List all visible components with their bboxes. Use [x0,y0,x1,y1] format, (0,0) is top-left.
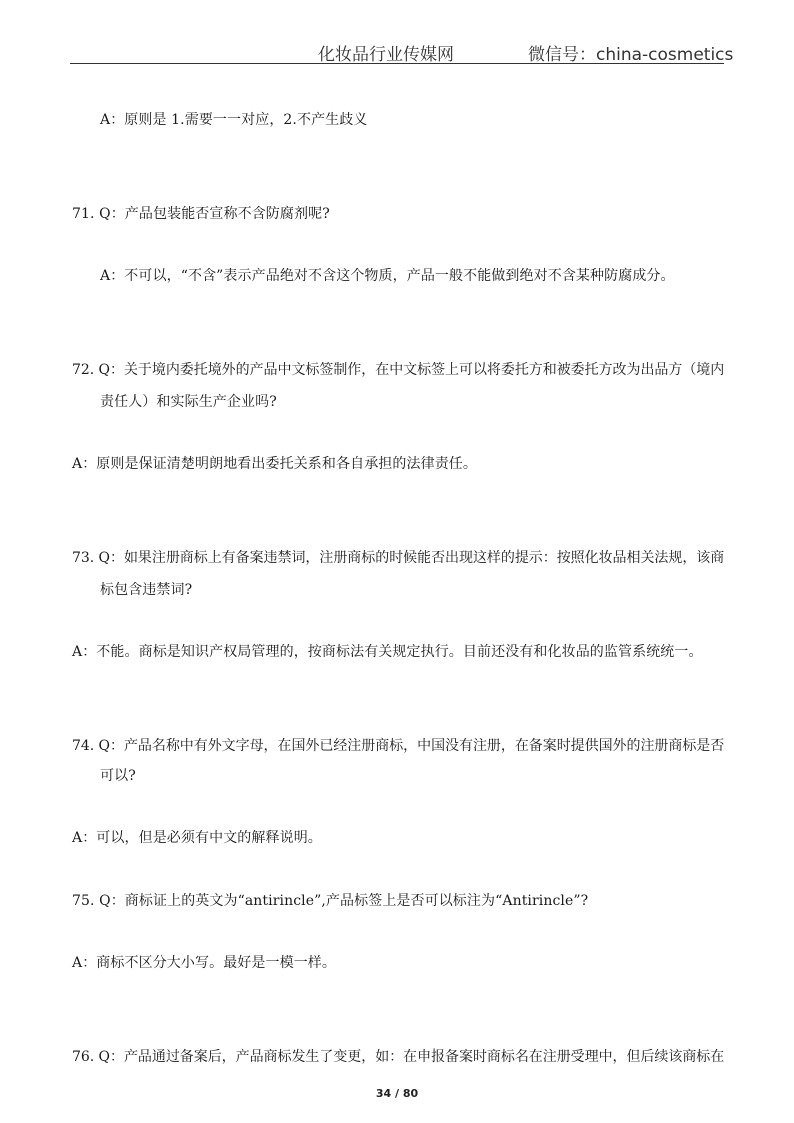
question-73-line1: 73. Q：如果注册商标上有备案违禁词，注册商标的时候能否出现这样的提示：按照化妆品相关法规，该商 [72,550,725,566]
answer-70: A：原则是 1.需要一一对应，2.不产生歧义 [100,112,368,128]
answer-75: A：商标不区分大小写。最好是一模一样。 [72,955,337,971]
header-wechat-id: 微信号：china-cosmetics [528,45,734,65]
question-74-line2: 可以? [100,768,136,784]
answer-71: A：不可以，“不含”表示产品绝对不含这个物质，产品一般不能做到绝对不含某种防腐成分。 [100,268,675,284]
question-71: 71. Q：产品包装能否宣称不含防腐剂呢? [72,206,330,222]
question-73-line2: 标包含违禁词? [100,582,193,598]
answer-74: A：可以，但是必须有中文的解释说明。 [72,830,322,846]
header-title: 化妆品行业传媒网 [318,45,454,65]
question-75: 75. Q：商标证上的英文为“antirincle”,产品标签上是否可以标注为“Antirincle”? [72,893,589,909]
answer-72: A：原则是保证清楚明朗地看出委托关系和各自承担的法律责任。 [72,456,478,472]
answer-73: A：不能。商标是知识产权局管理的，按商标法有关规定执行。目前还没有和化妆品的监管系统统一。 [72,644,703,660]
header-divider [70,63,724,64]
page-number: 34 / 80 [375,1087,419,1100]
question-76-line1: 76. Q：产品通过备案后，产品商标发生了变更，如：在申报备案时商标名在注册受理中，但后续该商标在 [72,1049,725,1065]
question-72-line1: 72. Q：关于境内委托境外的产品中文标签制作，在中文标签上可以将委托方和被委托方改为出品方（境内 [72,362,725,378]
question-72-line2: 责任人）和实际生产企业吗? [100,394,277,410]
question-74-line1: 74. Q：产品名称中有外文字母，在国外已经注册商标，中国没有注册，在备案时提供国外的注册商标是否 [72,738,725,754]
